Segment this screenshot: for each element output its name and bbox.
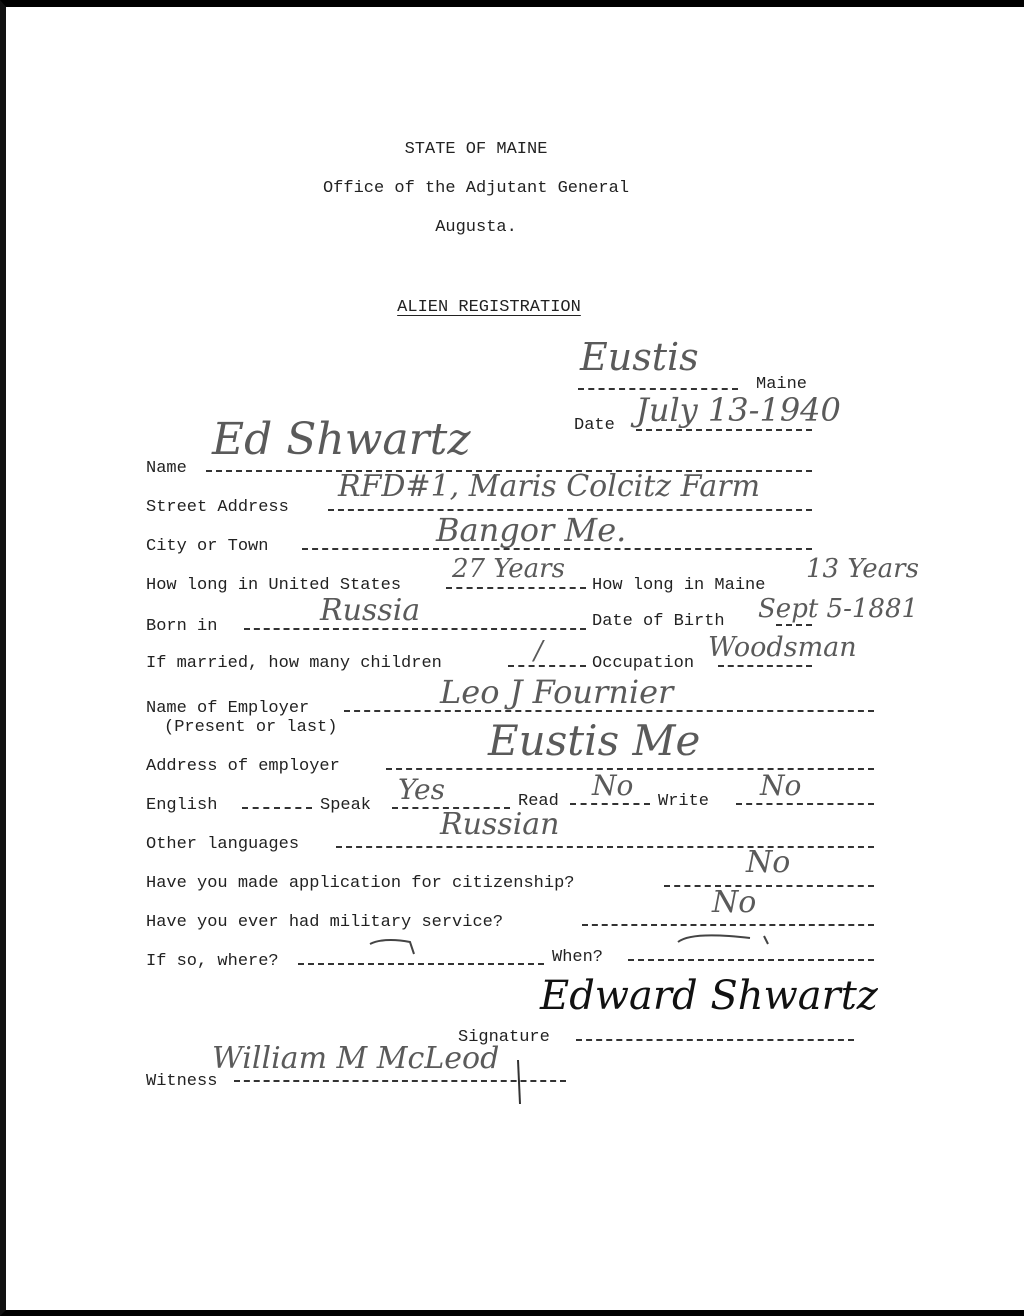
read-line xyxy=(570,803,650,805)
entry-city: Bangor Me. xyxy=(436,511,627,549)
entry-date: July 13-1940 xyxy=(636,391,841,429)
label-when: When? xyxy=(552,948,604,967)
entry-other-languages: Russian xyxy=(440,807,560,842)
label-other-languages: Other languages xyxy=(146,835,300,854)
label-children: If married, how many children xyxy=(146,654,442,673)
entry-employer: Leo J Fournier xyxy=(440,673,674,711)
occupation-line xyxy=(718,665,812,667)
write-line xyxy=(736,803,874,805)
label-occupation: Occupation xyxy=(592,654,695,673)
label-citizenship: Have you made application for citizenship? xyxy=(146,874,575,893)
header-state: STATE OF MAINE xyxy=(404,140,548,159)
entry-signature: Edward Shwartz xyxy=(540,973,878,1019)
when-line xyxy=(628,959,874,961)
entry-witness: William M McLeod xyxy=(212,1041,500,1076)
header-office: Office of the Adjutant General xyxy=(322,179,630,198)
label-employer-sub: (Present or last) xyxy=(164,718,338,737)
date-line xyxy=(636,429,812,431)
entry-name: Ed Shwartz xyxy=(212,414,471,465)
label-military: Have you ever had military service? xyxy=(146,913,504,932)
entry-write: No xyxy=(760,769,802,802)
signature-line xyxy=(576,1039,854,1041)
entry-born-in: Russia xyxy=(320,593,421,628)
dob-line xyxy=(776,624,812,626)
label-english: English xyxy=(146,796,218,815)
label-write: Write xyxy=(658,792,710,811)
entry-read: No xyxy=(592,769,634,802)
header-city: Augusta. xyxy=(435,218,517,237)
english-line xyxy=(242,807,312,809)
entry-children: / xyxy=(534,636,543,666)
entry-town: Eustis xyxy=(580,335,699,379)
label-maine: Maine xyxy=(756,375,808,394)
label-city-or-town: City or Town xyxy=(146,537,269,556)
label-speak: Speak xyxy=(320,796,372,815)
town-line xyxy=(578,388,738,390)
military-line xyxy=(582,924,874,926)
when-dash-mark xyxy=(676,928,774,952)
label-signature: Signature xyxy=(458,1028,550,1047)
label-employer-address: Address of employer xyxy=(146,757,340,776)
label-how-long-us: How long in United States xyxy=(146,576,402,595)
born-line xyxy=(244,628,586,630)
label-how-long-maine: How long in Maine xyxy=(592,576,766,595)
label-born-in: Born in xyxy=(146,617,218,636)
entry-years-maine: 13 Years xyxy=(806,554,919,584)
entry-employer-address: Eustis Me xyxy=(488,716,701,765)
label-date: Date xyxy=(574,416,615,435)
label-witness: Witness xyxy=(146,1072,218,1091)
entry-occupation: Woodsman xyxy=(708,632,857,663)
other-languages-line xyxy=(336,846,874,848)
label-read: Read xyxy=(518,792,559,811)
form-title: ALIEN REGISTRATION xyxy=(397,298,581,317)
witness-pen-stroke xyxy=(510,1058,526,1108)
label-where: If so, where? xyxy=(146,952,279,971)
entry-date-of-birth: Sept 5-1881 xyxy=(758,594,919,624)
label-employer: Name of Employer xyxy=(146,699,310,718)
entry-citizenship: No xyxy=(746,845,791,880)
entry-speak: Yes xyxy=(398,773,445,806)
entry-street-address: RFD#1, Maris Colcitz Farm xyxy=(338,469,761,504)
where-line xyxy=(298,963,544,965)
label-date-of-birth: Date of Birth xyxy=(592,612,725,631)
label-name: Name xyxy=(146,459,187,478)
children-line xyxy=(508,665,586,667)
citizenship-line xyxy=(664,885,874,887)
entry-military: No xyxy=(712,885,757,920)
where-dash-mark xyxy=(368,934,424,960)
years-us-line xyxy=(446,587,586,589)
entry-years-us: 27 Years xyxy=(452,554,565,584)
label-street-address: Street Address xyxy=(146,498,289,517)
